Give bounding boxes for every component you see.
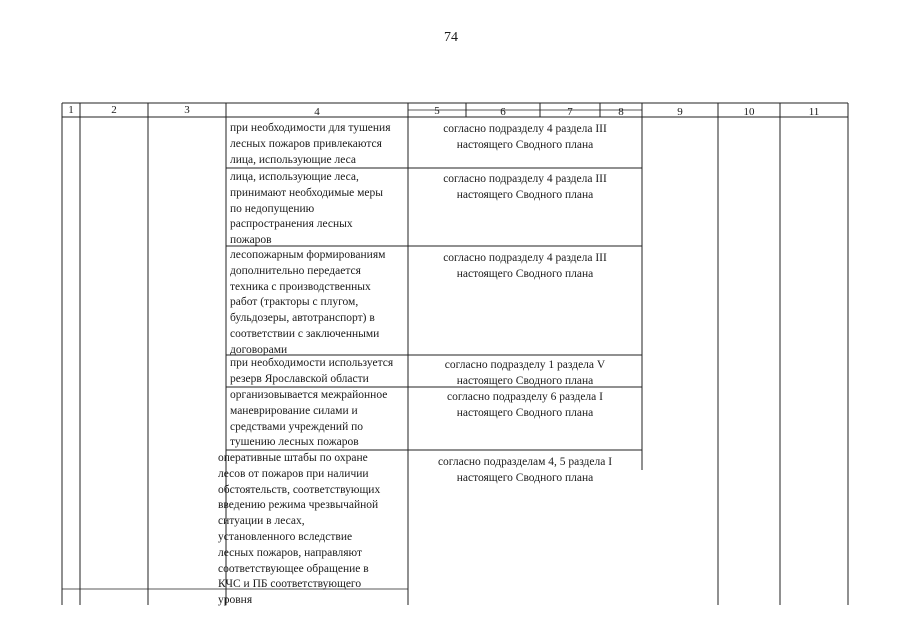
table-row: при необходимости для тушения лесных пожаров привлекаются лица, использующие леса xyxy=(230,122,391,166)
table-row: лесопожарным формированиям дополнительно передается техника с производственных работ (тракторы с плугом, бульдозеры, автотранспорт) в соответствии с заключенными договорами xyxy=(230,249,386,356)
header-col-6: 6 xyxy=(500,106,506,118)
header-col-7: 7 xyxy=(567,106,573,118)
page-number: 74 xyxy=(444,30,458,45)
responsible-cell: согласно подразделу 4 раздела III настоящего Сводного плана xyxy=(443,252,607,280)
responsible-cell: согласно подразделу 4 раздела III настоящего Сводного плана xyxy=(443,123,607,151)
responsible-cell: согласно подразделу 1 раздела V настоящего Сводного плана xyxy=(444,359,606,387)
header-col-5: 5 xyxy=(434,105,440,117)
header-col-10: 10 xyxy=(743,106,755,118)
responsible-cell: согласно подразделу 4 раздела III настоящего Сводного плана xyxy=(443,173,607,201)
header-col-3: 3 xyxy=(184,104,190,116)
table-row: при необходимости используется резерв Ярославской области xyxy=(230,357,394,385)
header-col-1: 1 xyxy=(68,104,74,116)
header-col-11: 11 xyxy=(808,106,820,118)
responsible-cell: согласно подразделам 4, 5 раздела I настоящего Сводного плана xyxy=(437,456,613,484)
table-row: лица, использующие леса, принимают необходимые меры по недопущению распространения лесных пожаров xyxy=(230,171,384,247)
header-col-4: 4 xyxy=(314,106,320,118)
header-col-9: 9 xyxy=(677,106,683,118)
header-col-2: 2 xyxy=(111,104,117,116)
header-col-8: 8 xyxy=(618,106,624,118)
table-row: оперативные штабы по охране лесов от пожаров при наличии обстоятельств, соответствующих введению режима чрезвычайной ситуации в лесах, установленного вследствие лесных пожаров, направляют соответствующее обращение в КЧС и ПБ соответствующего уровня xyxy=(218,452,381,607)
table-row: организовывается межрайонное маневрирование силами и средствами учреждений по тушению лесных пожаров xyxy=(230,389,388,449)
responsible-cell: согласно подразделу 6 раздела I настоящего Сводного плана xyxy=(447,391,603,419)
